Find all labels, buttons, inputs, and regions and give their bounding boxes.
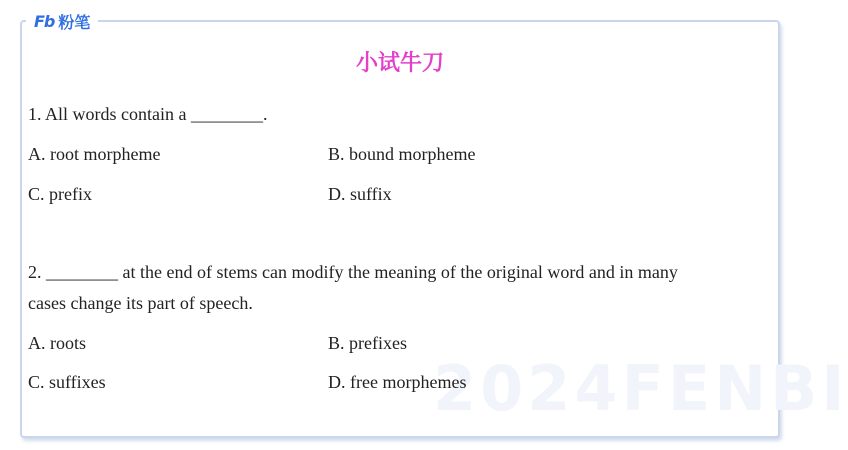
question-1-option-c: C. prefix <box>28 184 92 204</box>
question-2-stem-line-2: cases change its part of speech. <box>28 293 253 313</box>
logo-text: 粉笔 <box>58 12 91 32</box>
question-2-option-a: A. roots <box>28 333 86 353</box>
question-1-option-a: A. root morpheme <box>28 144 161 164</box>
watermark: 2024FENBI <box>433 352 848 425</box>
slide-title: 小试牛刀 <box>355 51 444 76</box>
logo-mark: Fb <box>34 11 55 31</box>
brand-logo <box>26 8 98 34</box>
question-2-option-d: D. free morphemes <box>328 372 467 392</box>
question-2-option-c: C. suffixes <box>28 372 106 392</box>
question-2-stem-line-1: 2. ________ at the end of stems can modify the meaning of the original word and in many <box>28 262 678 282</box>
question-1-stem: 1. All words contain a ________. <box>28 104 268 124</box>
question-2-option-b: B. prefixes <box>328 333 407 353</box>
question-1-option-d: D. suffix <box>328 184 392 204</box>
question-1-option-b: B. bound morpheme <box>328 144 476 164</box>
